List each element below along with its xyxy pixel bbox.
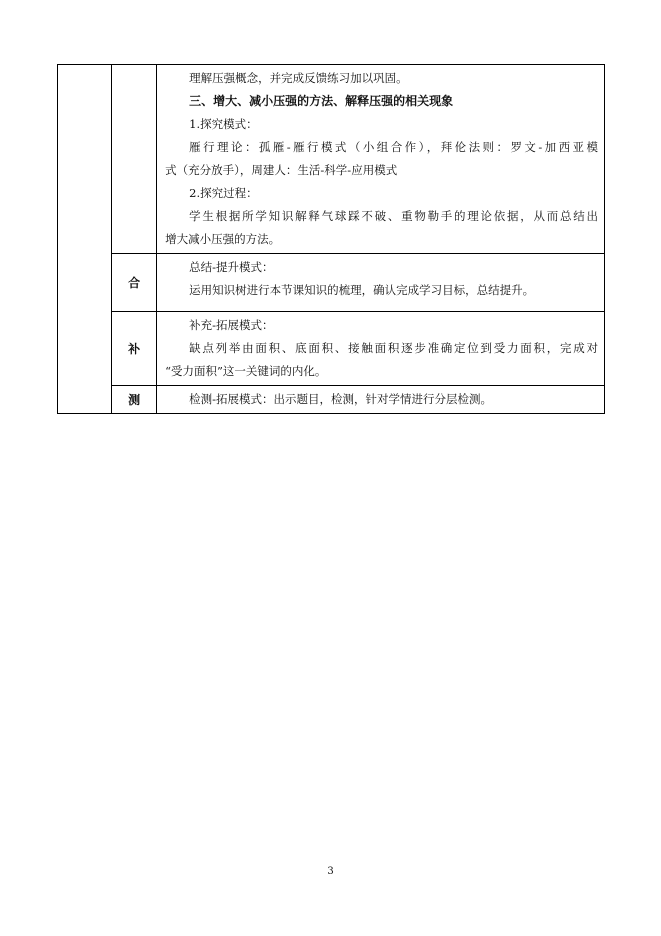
table-row — [58, 254, 605, 312]
stage-outer-cell — [58, 65, 112, 414]
content-cell — [157, 65, 605, 254]
text-line: 运用知识树进行本节课知识的梳理，确认完成学习目标，总结提升。 — [189, 283, 535, 297]
text-line: 总结-提升模式： — [189, 260, 274, 274]
section-heading: 三、增大、减小压强的方法、解释压强的相关现象 — [189, 94, 454, 108]
text-line: 1.探究模式： — [189, 117, 258, 131]
text-line: 学生根据所学知识解释气球踩不破、重物勒手的理论依据，从而总结出 — [189, 209, 598, 223]
text-line: 式（充分放手），周建人：生活-科学-应用模式 — [165, 163, 398, 177]
text-line: 增大减小压强的方法。 — [165, 232, 281, 246]
lesson-plan-table — [57, 64, 605, 414]
page-number: 3 — [327, 866, 334, 877]
text-line: “受力面积”这一关键词的内化。 — [165, 364, 327, 378]
content-cell — [157, 312, 605, 386]
stage-label-cell — [112, 65, 157, 254]
text-line: 缺点列举由面积、底面积、接触面积逐步准确定位到受力面积，完成对 — [189, 341, 598, 355]
text-line: 检测-拓展模式：出示题目，检测，针对学情进行分层检测。 — [189, 392, 493, 406]
text-line: 雁行理论：孤雁-雁行模式（小组合作），拜伦法则：罗文-加西亚模 — [189, 140, 598, 154]
stage-label: 测 — [112, 386, 157, 414]
text-line: 理解压强概念，并完成反馈练习加以巩固。 — [189, 71, 408, 85]
table-row — [58, 386, 605, 414]
text-line: 2.探究过程： — [189, 186, 258, 200]
text-line: 补充-拓展模式： — [189, 318, 274, 332]
content-cell — [157, 254, 605, 312]
stage-label: 合 — [112, 254, 157, 312]
content-cell — [157, 386, 605, 414]
table-row — [58, 65, 605, 254]
stage-label: 补 — [112, 312, 157, 386]
table-row — [58, 312, 605, 386]
